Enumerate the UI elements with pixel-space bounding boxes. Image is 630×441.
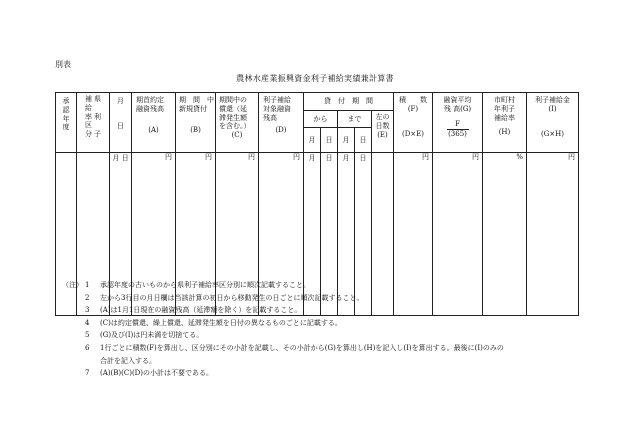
header-days: 左の 日数 (E): [372, 111, 394, 153]
header-new-loans: 期 間 中 新規貸付 (B): [176, 93, 216, 153]
cell-municipal-rate: %: [483, 153, 527, 316]
header-loan-period: 貸 付 期 間: [304, 93, 394, 111]
header-from-month: 月: [304, 128, 321, 153]
note-item: 5 (G)及び(I)は円未満を切捨てる。: [85, 331, 204, 340]
note-item-continued: 合計を記入する。: [100, 356, 156, 365]
header-initial-balance: 期首約定 融資残高 (A): [132, 93, 176, 153]
header-month-day: 月 日: [110, 93, 132, 153]
document-title: 農林水産業振興資金利子補給実績兼計算書: [236, 74, 394, 83]
cell-from-day: 日: [321, 153, 338, 316]
header-average-balance: 融資平均 残 高(G) F (365): [433, 93, 483, 153]
header-subsidy-rate-class: 補 給 率 区 分 県 利 子: [77, 93, 110, 153]
cell-repayments: 円: [216, 153, 259, 316]
header-approval-year: 承 認 年 度: [56, 93, 77, 153]
cell-month-day: 月 日: [110, 153, 132, 316]
header-eligible-balance: 利子補給 対象融資 残高 (D): [259, 93, 304, 153]
notes: [62, 279, 504, 380]
cell-from-month: 月: [304, 153, 321, 316]
note-item: 3 (A)は1月1日現在の融資残高（延滞額を除く）を記載すること。: [85, 306, 302, 315]
header-to: まで: [338, 111, 372, 128]
cell-to-day: 日: [355, 153, 372, 316]
appendix-label: 別表: [55, 60, 71, 69]
cell-subsidy-amount: 円: [527, 153, 579, 316]
note-item: 6 1行ごとに積数(F)を算出し、区分別にその小計を記載し、その小計から(G)を算出し(H)を記入し(I)を算出する。最後に(I)のみの: [85, 343, 504, 352]
header-repayments: 期間中の 償還（延 滞発生額 を含む。） (C): [216, 93, 259, 153]
note-item: 7 (A)(B)(C)(D)の小計は不要である。: [85, 369, 214, 378]
cell-eligible-balance: 円: [259, 153, 304, 316]
cell-average-balance: 円: [433, 153, 483, 316]
header-to-month: 月: [338, 128, 355, 153]
header-to-day: 日: [355, 128, 372, 153]
header-subsidy-amount: 利子補給金 (I) (G×H): [527, 93, 579, 153]
header-product: 積 数 (F) (D×E): [394, 93, 433, 153]
note-item: （注） 1 承認年度の古いものから県利子補給率区分別に順次記載すること。: [62, 281, 310, 289]
note-item: 4 (C)は約定償還、繰上償還、延滞発生額を日付の異なるものごとに記載する。: [85, 318, 342, 327]
cell-new-loans: 円: [176, 153, 216, 316]
cell-initial-balance: 円: [132, 153, 176, 316]
header-from-day: 日: [321, 128, 338, 153]
header-from: から: [304, 111, 338, 128]
note-item: 2 左から3行目の月日欄は当該計算の初日から移動発生の日ごとに順次記載すること。: [85, 293, 364, 302]
header-municipal-rate: 市町村 年利子 補給率 (H): [483, 93, 527, 153]
cell-product: 円: [394, 153, 433, 316]
cell-to-month: 月: [338, 153, 355, 316]
